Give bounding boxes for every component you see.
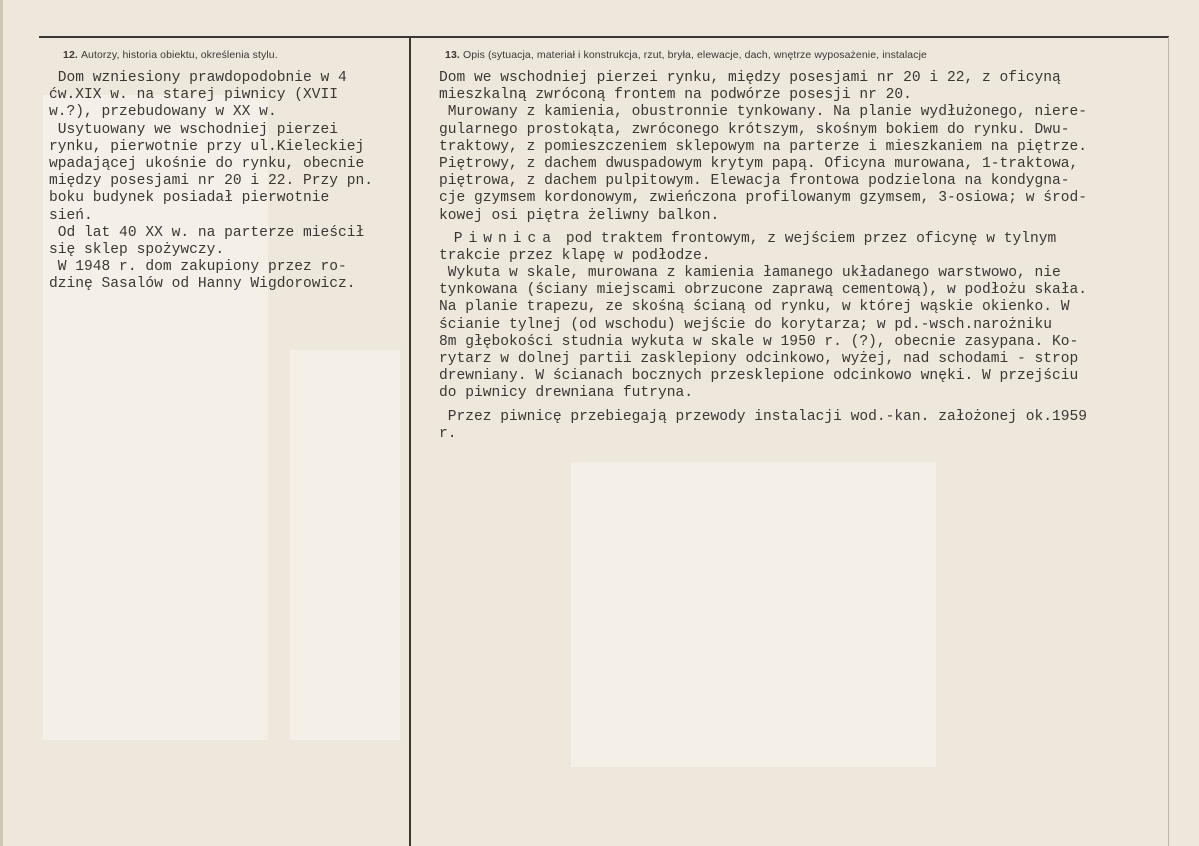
text-line: trakcie przez klapę w podłodze.: [439, 247, 711, 264]
text-line: piętrowa, z dachem pulpitowym. Elewacja frontowa podzielona na kondygna-: [439, 173, 1070, 190]
text-line: boku budynek posiadał pierwotnie: [49, 190, 330, 207]
text-line: się sklep spożywczy.: [49, 241, 225, 258]
cellar-heading-line: [439, 231, 1087, 248]
paper-patch: [290, 350, 400, 740]
section13-header: [445, 49, 927, 61]
section12-text: [49, 70, 373, 293]
text-line: rytarz w dolnej partii zasklepiony odcinkowo, wyżej, nad schodami - strop: [439, 351, 1079, 367]
section12-number: 12.: [63, 49, 78, 61]
text-line: między posesjami nr 20 i 22. Przy pn.: [49, 173, 374, 190]
text-line: rynku, pierwotnie przy ul.Kieleckiej: [49, 138, 365, 155]
text-line: mieszkalną zwróconą frontem na podwórze posesji nr 20.: [439, 87, 912, 104]
text-line: wpadającej ukośnie do rynku, obecnie: [49, 155, 365, 172]
text-line: Od lat 40 XX w. na parterze mieścił: [49, 224, 365, 241]
cellar-rest: pod traktem frontowym, z wejściem przez oficynę w tylnym: [557, 230, 1057, 247]
text-line: ćw.XIX w. na starej piwnicy (XVII: [49, 87, 339, 104]
text-line: Przez piwnicę przebiegają przewody instalacji wod.-kan. założonej ok.1959: [439, 408, 1088, 425]
text-line: kowej osi piętra żeliwny balkon.: [439, 207, 720, 224]
text-line: w.?), przebudowany w XX w.: [49, 104, 277, 121]
text-line: Wykuta w skale, murowana z kamienia łamanego układanego warstwowo, nie: [439, 265, 1061, 282]
section12-header: [63, 49, 278, 61]
text-line: gularnego prostokąta, zwróconego krótszym, skośnym bokiem do rynku. Dwu-: [439, 121, 1070, 138]
right-edge-line: [1168, 37, 1169, 846]
text-line: traktowy, z pomieszczeniem sklepowym na parterze i mieszkaniem na piętrze.: [439, 138, 1088, 155]
text-line: sień.: [49, 207, 93, 224]
section12-title: Autorzy, historia obiektu, określenia stylu.: [80, 49, 278, 61]
section13-title: Opis (sytuacja, materiał i konstrukcja, rzut, bryła, elewacje, dach, wnętrze wyposażenie, instalacje: [462, 49, 927, 61]
text-line: 8m głębokości studnia wykuta w skale w 1950 r. (?), obecnie zasypana. Ko-: [439, 333, 1079, 350]
text-line: tynkowana (ściany miejscami obrzucone zaprawą cementową), w podłożu skała.: [439, 282, 1088, 299]
text-line: dzinę Sasalów od Hanny Wigdorowicz.: [49, 276, 356, 293]
column-divider: [409, 37, 411, 846]
section13-text: [439, 70, 1087, 443]
text-line: cje gzymsem kordonowym, zwieńczona profilowanym gzymsem, 3-osiowa; w środ-: [439, 190, 1088, 207]
cellar-word: Piwnica: [439, 230, 558, 247]
text-line: Na planie trapezu, ze skośną ścianą od rynku, w której wąskie okienko. W: [439, 299, 1070, 316]
header-rule: [39, 36, 1169, 38]
text-line: Murowany z kamienia, obustronnie tynkowany. Na planie wydłużonego, niere-: [439, 104, 1088, 121]
text-line: r.: [439, 425, 457, 442]
text-line: W 1948 r. dom zakupiony przez ro-: [49, 259, 347, 276]
text-line: ścianie tylnej (od wschodu) wejście do korytarza; w pd.-wsch.narożniku: [439, 316, 1053, 333]
text-line: Dom we wschodniej pierzei rynku, między posesjami nr 20 i 22, z oficyną: [439, 70, 1061, 86]
text-line: drewniany. W ścianach bocznych przesklepione odcinkowo wnęki. W przejściu: [439, 368, 1079, 385]
text-line: Piętrowy, z dachem dwuspadowym krytym papą. Oficyna murowana, 1-traktowa,: [439, 155, 1079, 172]
section13-number: 13.: [445, 49, 460, 61]
text-line: do piwnicy drewniana futryna.: [439, 385, 693, 402]
paper-patch: [571, 462, 936, 767]
text-line: Usytuowany we wschodniej pierzei: [49, 121, 339, 138]
text-line: Dom wzniesiony prawdopodobnie w 4: [49, 70, 347, 86]
